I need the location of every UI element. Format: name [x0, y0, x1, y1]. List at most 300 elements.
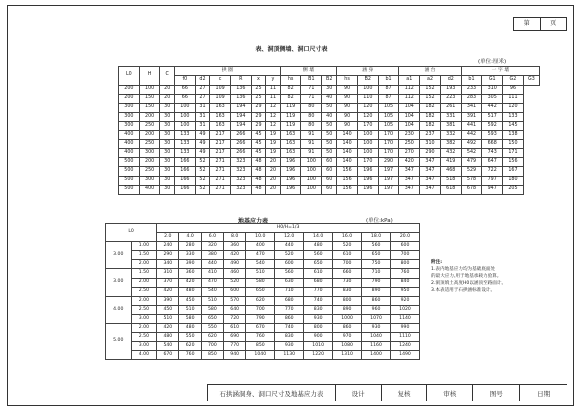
table-cell: 650: [201, 314, 223, 323]
ratio-cell: 4.0: [179, 233, 201, 242]
table-cell: 100: [174, 112, 195, 121]
dimension-table: [118, 66, 540, 195]
table-cell: 171: [503, 149, 524, 158]
table-row: [119, 131, 540, 140]
table-cell: 890: [333, 305, 362, 314]
table-cell: 50: [322, 131, 337, 140]
table-cell: 140: [337, 131, 358, 140]
table-cell: 170: [378, 149, 399, 158]
table-cell: 310: [482, 85, 503, 94]
table-cell: 391: [461, 112, 482, 121]
table-cell: 71: [301, 94, 322, 103]
table-cell: 510: [179, 305, 201, 314]
table-cell: 30: [160, 176, 175, 185]
table-cell: 1000: [333, 314, 362, 323]
table-cell: 48: [251, 158, 266, 167]
table-cell: 82: [280, 85, 301, 94]
table-cell: 145: [503, 121, 524, 130]
table-cell: 163: [210, 121, 231, 130]
table-cell: 170: [378, 140, 399, 149]
table-cell: 196: [280, 176, 301, 185]
table-cell: 850: [246, 342, 275, 351]
table-cell: 196: [280, 185, 301, 194]
table-cell: 60: [322, 158, 337, 167]
table-row: [106, 305, 420, 314]
table-cell: 1.50: [131, 251, 157, 260]
table-cell: 1.00: [131, 242, 157, 251]
table-cell: 510: [201, 296, 223, 305]
table-row: [106, 278, 420, 287]
table-cell: 50: [322, 103, 337, 112]
table-cell: 163: [280, 140, 301, 149]
table-cell: 110: [357, 94, 378, 103]
table-cell: 194: [230, 103, 251, 112]
table-cell: 970: [333, 333, 362, 342]
table-cell: 390: [179, 260, 201, 269]
table-cell: 1080: [333, 342, 362, 351]
table-cell: 109: [210, 85, 231, 94]
ratio-cell: 16.0: [333, 233, 362, 242]
page-right-label: 页: [540, 18, 567, 30]
table-cell: 271: [210, 158, 231, 167]
table-cell: 560: [275, 269, 304, 278]
table-cell: 797: [482, 176, 503, 185]
table-cell: 1240: [391, 342, 420, 351]
table-cell: 647: [482, 158, 503, 167]
table-cell: 30: [160, 112, 175, 121]
table-cell: 80: [301, 121, 322, 130]
table-cell: 570: [224, 296, 246, 305]
table-cell: 560: [362, 242, 391, 251]
table1-unit: (单位:厘米): [478, 59, 507, 65]
table-cell: 163: [210, 112, 231, 121]
table-cell: 750: [362, 260, 391, 269]
table-row: [119, 167, 540, 176]
table-row: [119, 149, 540, 158]
table-cell: 500: [119, 185, 140, 194]
table-cell: 323: [230, 176, 251, 185]
table-cell: 419: [440, 158, 461, 167]
table-cell: 330: [179, 251, 201, 260]
table-row: [119, 158, 540, 167]
table-cell: 90: [337, 103, 358, 112]
table-cell: 96: [503, 85, 524, 94]
table-cell: 91: [301, 140, 322, 149]
table-cell: 52: [195, 185, 210, 194]
table-cell: 360: [224, 242, 246, 251]
table-cell: 860: [362, 296, 391, 305]
table-cell: 136: [230, 94, 251, 103]
table-cell: 640: [224, 305, 246, 314]
table-cell: 193: [440, 85, 461, 94]
table-cell: 87: [378, 85, 399, 94]
table-cell: 166: [174, 158, 195, 167]
table-cell: 720: [224, 314, 246, 323]
table-cell: 45: [251, 140, 266, 149]
table-cell: 105: [378, 103, 399, 112]
table-cell: 492: [461, 140, 482, 149]
table-cell: 850: [201, 351, 223, 360]
table-cell: 111: [503, 94, 524, 103]
table-cell: 119: [280, 112, 301, 121]
table-cell: 240: [157, 242, 179, 251]
table-cell: 1040: [362, 333, 391, 342]
table-cell: 140: [337, 149, 358, 158]
table-cell: 700: [391, 251, 420, 260]
table-cell: 60: [322, 176, 337, 185]
sub-header-cell: d2: [440, 76, 461, 85]
table-cell: 194: [230, 112, 251, 121]
table-cell: 100: [174, 121, 195, 130]
table-cell: 770: [224, 342, 246, 351]
table-row: [119, 185, 540, 194]
table-cell: 266: [230, 131, 251, 140]
table-cell: 305: [482, 94, 503, 103]
table-cell: 166: [174, 176, 195, 185]
table-cell: 166: [174, 185, 195, 194]
table-cell: 300: [139, 176, 160, 185]
table-cell: 670: [246, 324, 275, 333]
header-cell: H: [139, 67, 160, 86]
table-cell: 560: [304, 251, 333, 260]
table-cell: 347: [420, 158, 441, 167]
table-cell: 100: [174, 103, 195, 112]
table-cell: 610: [224, 324, 246, 333]
table-cell: 1010: [304, 342, 333, 351]
table-cell: 29: [251, 112, 266, 121]
table-cell: 420: [224, 251, 246, 260]
table-cell: 3.00: [131, 314, 157, 323]
table-cell: 600: [224, 287, 246, 296]
table-cell: 990: [391, 324, 420, 333]
table-cell: 890: [362, 287, 391, 296]
table-cell: 490: [224, 260, 246, 269]
table-cell: 138: [503, 131, 524, 140]
drawing-number-label: 图号: [473, 385, 520, 401]
notes-block: [431, 259, 549, 294]
table-cell: 1310: [333, 351, 362, 360]
table-cell: 480: [304, 242, 333, 251]
table-cell: 740: [275, 324, 304, 333]
table-cell: 52: [195, 167, 210, 176]
table-cell: 960: [362, 305, 391, 314]
table-cell: 400: [119, 140, 140, 149]
table-cell: 310: [420, 140, 441, 149]
table-cell: 104: [399, 121, 420, 130]
sub-header-cell: b1: [378, 76, 399, 85]
table-cell: 100: [301, 176, 322, 185]
table-cell: 480: [179, 287, 201, 296]
group-header: 一 字 墙: [461, 67, 539, 76]
table-cell: 540: [246, 260, 275, 269]
table-cell: 48: [251, 176, 266, 185]
table-row: [106, 242, 420, 251]
span-cell: 3.00: [106, 242, 132, 269]
table-cell: 800: [304, 324, 333, 333]
table-cell: 300: [119, 103, 140, 112]
table-cell: 156: [503, 158, 524, 167]
table-cell: 690: [224, 333, 246, 342]
table-cell: 1130: [275, 351, 304, 360]
sub-header-cell: B1: [301, 76, 322, 85]
table-cell: 3.00: [131, 342, 157, 351]
table-cell: 540: [201, 287, 223, 296]
table-cell: 112: [399, 94, 420, 103]
table-cell: 29: [251, 121, 266, 130]
table-cell: 390: [157, 296, 179, 305]
table-row: [119, 85, 540, 94]
table-cell: 790: [246, 314, 275, 323]
table-cell: 600: [391, 242, 420, 251]
table-cell: 1.50: [131, 269, 157, 278]
table-cell: 540: [157, 342, 179, 351]
table-cell: 182: [420, 112, 441, 121]
table-cell: 100: [357, 140, 378, 149]
design-label: 设计: [336, 385, 382, 401]
group-header: 侧 墙: [280, 67, 336, 76]
sub-header-cell: R: [230, 76, 251, 85]
table-cell: 196: [357, 167, 378, 176]
table-cell: 610: [304, 269, 333, 278]
note-line: 3.本表适用于石拱涵标准设计。: [431, 288, 496, 293]
ratio-cell: 20.0: [391, 233, 420, 242]
table-cell: 410: [201, 269, 223, 278]
table-cell: 830: [333, 287, 362, 296]
table-cell: 105: [378, 121, 399, 130]
table-cell: 197: [378, 176, 399, 185]
table-cell: 290: [157, 251, 179, 260]
table-cell: 200: [139, 112, 160, 121]
table-cell: 947: [482, 185, 503, 194]
table-row: [119, 94, 540, 103]
table-cell: 283: [461, 94, 482, 103]
table-cell: 196: [357, 176, 378, 185]
table-cell: 90: [337, 121, 358, 130]
table-cell: 860: [275, 314, 304, 323]
table-cell: 678: [461, 185, 482, 194]
table-cell: 100: [301, 158, 322, 167]
table-cell: 578: [461, 176, 482, 185]
table-cell: 112: [399, 85, 420, 94]
table-cell: 432: [440, 149, 461, 158]
table-cell: 668: [482, 140, 503, 149]
table-cell: 770: [304, 287, 333, 296]
table-row: [119, 103, 540, 112]
table-cell: 510: [246, 269, 275, 278]
table-cell: 550: [201, 324, 223, 333]
table-cell: 900: [304, 333, 333, 342]
header-cell: C: [160, 67, 175, 86]
table-cell: 830: [304, 305, 333, 314]
table-cell: 200: [119, 85, 140, 94]
table-cell: 250: [139, 140, 160, 149]
table-cell: 700: [246, 305, 275, 314]
table-cell: 2.00: [131, 260, 157, 269]
table-cell: 610: [333, 251, 362, 260]
ratio-cell: 2.0: [157, 233, 179, 242]
sub-header-cell: G2: [503, 76, 524, 85]
table-cell: 542: [461, 149, 482, 158]
table-cell: 120: [357, 112, 378, 121]
table-cell: 30: [160, 185, 175, 194]
table-cell: 48: [251, 185, 266, 194]
table-cell: 420: [157, 287, 179, 296]
table-cell: 20: [266, 167, 281, 176]
table-row: [106, 342, 420, 351]
table-cell: 104: [399, 103, 420, 112]
table-cell: 49: [195, 131, 210, 140]
table-cell: 50: [322, 121, 337, 130]
table-row: [106, 260, 420, 269]
table-cell: 347: [399, 176, 420, 185]
table-cell: 133: [174, 131, 195, 140]
table-cell: 740: [304, 296, 333, 305]
table-cell: 670: [157, 351, 179, 360]
title-block: [207, 384, 567, 401]
table-cell: 66: [174, 94, 195, 103]
table-cell: 194: [230, 121, 251, 130]
table-cell: 593: [482, 131, 503, 140]
table-cell: 290: [420, 149, 441, 158]
table-cell: 840: [391, 278, 420, 287]
table-cell: 630: [275, 278, 304, 287]
table-cell: 360: [179, 269, 201, 278]
table-cell: 420: [399, 158, 420, 167]
table-cell: 152: [420, 94, 441, 103]
table-cell: 100: [357, 149, 378, 158]
table-cell: 800: [391, 260, 420, 269]
table-cell: 119: [280, 121, 301, 130]
table-cell: 920: [391, 296, 420, 305]
table2-unit: (单位:kPa): [366, 218, 393, 224]
table-cell: 12: [266, 112, 281, 121]
table-cell: 52: [195, 176, 210, 185]
table-cell: 340: [157, 260, 179, 269]
table-cell: 136: [230, 85, 251, 94]
table-cell: 167: [503, 167, 524, 176]
table-cell: 520: [224, 278, 246, 287]
sub-header-cell: hs: [280, 76, 301, 85]
table-cell: 48: [251, 167, 266, 176]
table-cell: 31: [195, 103, 210, 112]
table-cell: 200: [139, 131, 160, 140]
table-cell: 800: [333, 296, 362, 305]
table-cell: 1220: [304, 351, 333, 360]
table-cell: 442: [461, 131, 482, 140]
table-cell: 217: [210, 131, 231, 140]
table-cell: 237: [420, 131, 441, 140]
table-cell: 105: [378, 112, 399, 121]
table-cell: 650: [362, 251, 391, 260]
table-cell: 271: [210, 167, 231, 176]
note-line: 2.洞顶填土高度H0以涵顶至路面计。: [431, 281, 507, 286]
table-cell: 722: [482, 167, 503, 176]
table-row: [119, 121, 540, 130]
table-cell: 223: [440, 94, 461, 103]
table-cell: 31: [195, 112, 210, 121]
table-cell: 91: [301, 131, 322, 140]
table-cell: 470: [246, 251, 275, 260]
table-cell: 760: [246, 333, 275, 342]
table-cell: 19: [266, 140, 281, 149]
table-cell: 197: [378, 185, 399, 194]
table-cell: 592: [482, 121, 503, 130]
table-cell: 520: [333, 242, 362, 251]
table-cell: 31: [195, 121, 210, 130]
table-row: [119, 112, 540, 121]
corner-cell: L0: [106, 224, 157, 242]
table-cell: 140: [337, 140, 358, 149]
table-cell: 529: [461, 167, 482, 176]
table-cell: 271: [210, 185, 231, 194]
table-cell: 468: [440, 167, 461, 176]
note-line: 1.表内地基应力均为基础底面处: [431, 267, 496, 272]
table-cell: 440: [275, 242, 304, 251]
table-cell: 50: [322, 149, 337, 158]
table-cell: 100: [139, 85, 160, 94]
table-cell: 400: [119, 131, 140, 140]
table-cell: 2.50: [131, 305, 157, 314]
table-cell: 20: [160, 85, 175, 94]
table-cell: 400: [119, 149, 140, 158]
table-cell: 150: [139, 103, 160, 112]
table-cell: 323: [230, 158, 251, 167]
table-cell: 40: [322, 94, 337, 103]
table-cell: 442: [482, 103, 503, 112]
table-cell: 500: [119, 167, 140, 176]
table-cell: 700: [201, 342, 223, 351]
table-cell: 500: [119, 176, 140, 185]
table-cell: 940: [224, 351, 246, 360]
table-cell: 2.00: [131, 278, 157, 287]
table-cell: 480: [179, 324, 201, 333]
table-cell: 87: [378, 94, 399, 103]
table-cell: 91: [301, 149, 322, 158]
table-cell: 109: [210, 94, 231, 103]
table-cell: 217: [210, 140, 231, 149]
table-cell: 1400: [362, 351, 391, 360]
table-cell: 30: [160, 103, 175, 112]
table-cell: 25: [251, 85, 266, 94]
table-cell: 450: [157, 305, 179, 314]
table-cell: 1110: [391, 333, 420, 342]
table-cell: 200: [139, 158, 160, 167]
table-cell: 266: [230, 149, 251, 158]
table-cell: 205: [503, 185, 524, 194]
table-cell: 2.50: [131, 333, 157, 342]
table-cell: 30: [322, 85, 337, 94]
table-cell: 80: [301, 103, 322, 112]
table-row: [106, 251, 420, 260]
table-cell: 730: [333, 278, 362, 287]
table-cell: 11: [266, 85, 281, 94]
table1-title: 表、洞顶侧墙、洞口尺寸表: [255, 46, 328, 53]
table-cell: 19: [266, 131, 281, 140]
table-cell: 680: [304, 278, 333, 287]
table-cell: 119: [280, 103, 301, 112]
table-cell: 25: [251, 94, 266, 103]
sub-header-cell: f0: [174, 76, 195, 85]
table-cell: 52: [195, 158, 210, 167]
table-cell: 40: [322, 112, 337, 121]
table-cell: 320: [201, 242, 223, 251]
table-cell: 600: [275, 260, 304, 269]
table-cell: 860: [333, 324, 362, 333]
table-cell: 100: [357, 131, 378, 140]
table-row: [106, 324, 420, 333]
table-row: [106, 269, 420, 278]
table-cell: 460: [224, 269, 246, 278]
